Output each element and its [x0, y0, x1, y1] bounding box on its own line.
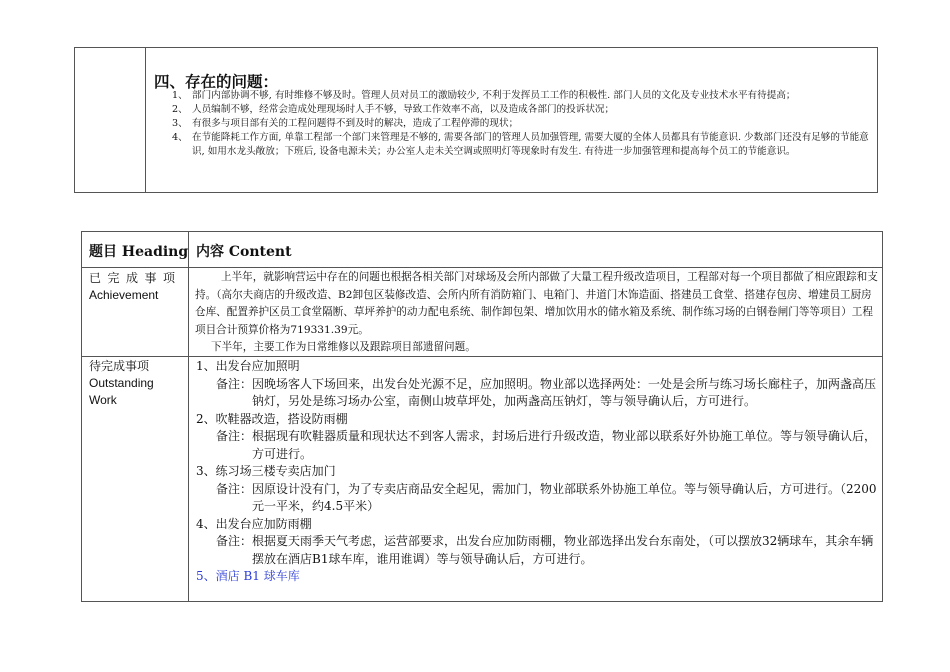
problem-item: 2、 人员编制不够，经常会造成处理现场时人手不够，导致工作效率不高，以及造成各部门的投诉状况； — [172, 104, 615, 115]
achievement-content — [195, 269, 878, 357]
problem-item: 3、 有很多与项目部有关的工程问题得不到及时的解决，造成了工程停滞的现状； — [172, 118, 519, 129]
achievement-paragraph: 上半年，就影响营运中存在的问题也根据各相关部门对球场及会所内部做了大量工程升级改造项目，工程部对每一个项目都做了相应跟踪和支持。（高尔夫商店的升级改造、B2卸包区装修改造、会所内所有消防箱门、电箱门、井道门木饰造面、搭建员工食堂、搭建存包房、增建员工厨房仓库、配置养护区员工食堂隔断、草坪养护的动力配电系统、制作卸包架、增加饮用水的储水箱及系统、制作练习场的白钢卷闸门等等项目）工程项目合计预算价格为719331.39元。 — [195, 271, 878, 336]
outstanding-content — [196, 358, 878, 586]
problems-section-title: 四、存在的问题： — [154, 72, 279, 91]
todo-item-note: 备注：根据现有吹鞋器质量和现状达不到客人需求，封场后进行升级改造，物业部以联系好外协施工单位。等与领导确认后，方可进行。 — [216, 429, 877, 461]
header-heading: 题目 Heading — [89, 244, 189, 260]
header-content: 内容 Content — [196, 244, 292, 260]
problems-table-content-cell — [146, 48, 877, 192]
problems-list — [172, 89, 878, 159]
todo-item-note: 备注：根据夏天雨季天气考虑，运营部要求，出发台应加防雨棚，物业部选择出发台东南处，（可以摆放32辆球车，其余车辆摆放在酒店B1球车库，谁用谁调）等与领导确认后，方可进行。 — [216, 534, 874, 566]
achievement-label: 已完成事项 Achievement — [89, 271, 182, 302]
problem-item: 1、 部门内部协调不够, 有时维修不够及时。管理人员对员工的激励较少, 不利于发挥员工工作的积极性. 部门人员的文化及专业技术水平有待提高； — [172, 90, 796, 101]
todo-item-title: 4、出发台应加防雨棚 — [196, 516, 312, 531]
outstanding-label: 待完成事项 Outstanding Work — [89, 359, 154, 407]
todo-item-title-highlighted: 5、酒店 B1 球车库 — [196, 569, 300, 583]
row-divider — [82, 267, 882, 268]
todo-item-title: 1、出发台应加照明 — [196, 359, 300, 373]
todo-item-title: 3、练习场三楼专卖店加门 — [196, 464, 336, 478]
achievement-paragraph: 下半年，主要工作为日常维修以及跟踪项目部遗留问题。 — [211, 341, 476, 353]
problems-table — [74, 47, 878, 193]
problems-table-left-cell — [75, 48, 146, 192]
todo-item-note: 备注：因晚场客人下场回来，出发台处光源不足，应加照明。物业部以选择两处：一处是会所与练习场长廊柱子，加两盏高压钠灯，另处是练习场办公室，南侧山坡草坪处，加两盏高压钠灯，等与领导确认后，方可进行。 — [216, 376, 877, 408]
work-summary-table — [81, 231, 883, 602]
todo-item-note: 备注：因原设计没有门，为了专卖店商品安全起见，需加门，物业部联系外协施工单位。等与领导确认后，方可进行。（2200元一平米，约4.5平米） — [216, 481, 877, 513]
column-divider — [188, 232, 189, 601]
problem-item: 4、 在节能降耗工作方面, 单靠工程部一个部门来管理是不够的, 需要各部门的管理人员加强管理, 需要大厦的全体人员都具有节能意识. 少数部门还没有足够的节能意识, 如用水龙头敞放；下班后, 设备电源未关；办公室人走未关空调或照明灯等现象时有发生. 有待进一步加强管理和提高每个员工的节能意识。 — [172, 132, 869, 157]
todo-item-title: 2、吹鞋器改造，搭设防雨棚 — [196, 411, 348, 426]
